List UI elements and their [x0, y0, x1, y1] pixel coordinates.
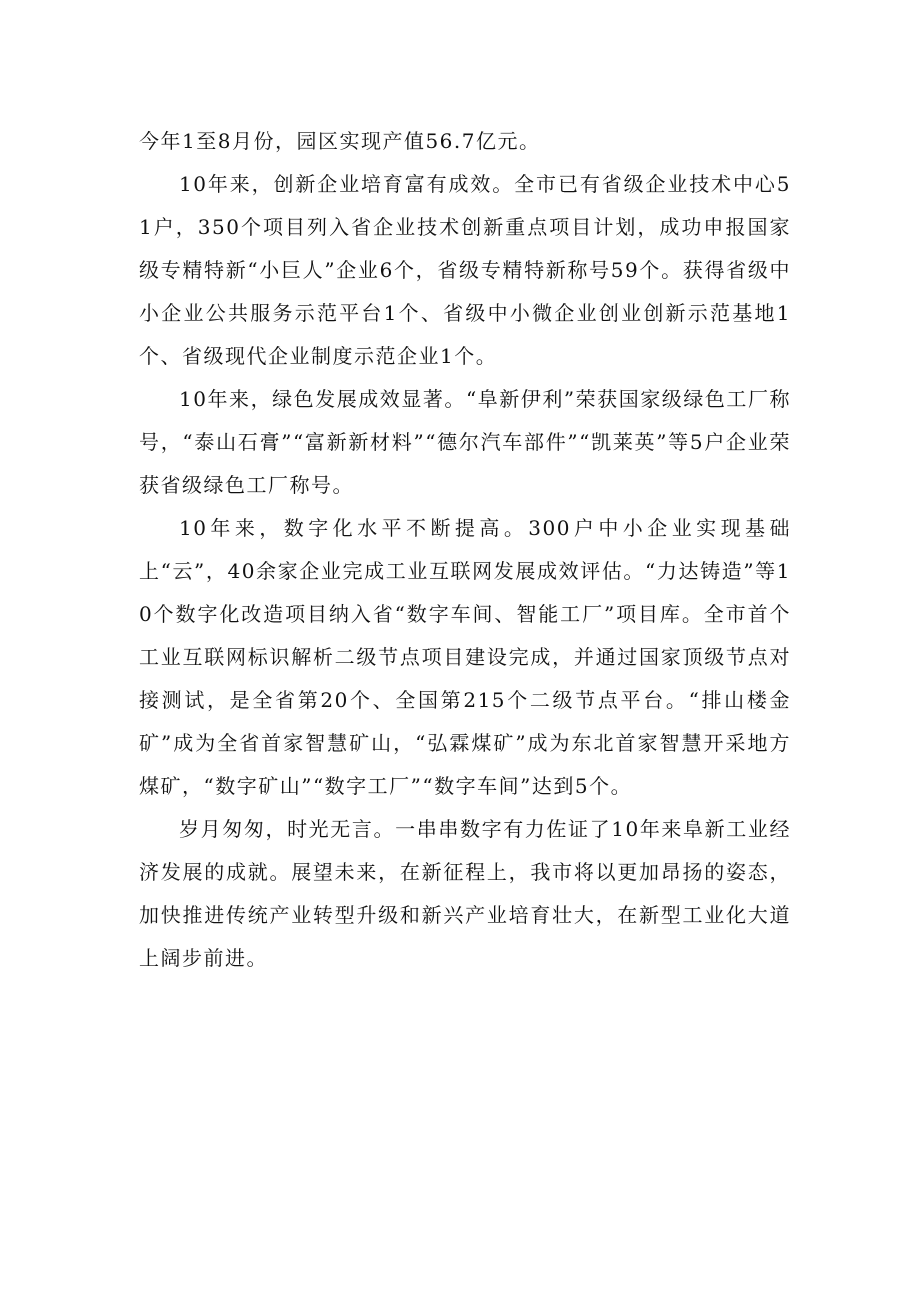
paragraph-green-development: 10年来，绿色发展成效显著。“阜新伊利”荣获国家级绿色工厂称号，“泰山石膏”“富新新材料”“德尔汽车部件”“凯莱英”等5户企业荣获省级绿色工厂称号。	[139, 387, 791, 497]
paragraph-innovation: 10年来，创新企业培育富有成效。全市已有省级企业技术中心51户，350个项目列入省企业技术创新重点项目计划，成功申报国家级专精特新“小巨人”企业6个，省级专精特新称号59个。获得省级中小企业公共服务示范平台1个、省级中小微企业创业创新示范基地1个、省级现代企业制度示范企业1个。	[139, 172, 791, 368]
paragraph-output-value: 今年1至8月份，园区实现产值56.7亿元。	[139, 129, 541, 153]
paragraph-digitalization: 10年来，数字化水平不断提高。300户中小企业实现基础上“云”，40余家企业完成工业互联网发展成效评估。“力达铸造”等10个数字化改造项目纳入省“数字车间、智能工厂”项目库。全市首个工业互联网标识解析二级节点项目建设完成，并通过国家顶级节点对接测试，是全省第20个、全国第215个二级节点平台。“排山楼金矿”成为全省首家智慧矿山，“弘霖煤矿”成为东北首家智慧开采地方煤矿，“数字矿山”“数字工厂”“数字车间”达到5个。	[139, 516, 791, 798]
paragraph-conclusion: 岁月匆匆，时光无言。一串串数字有力佐证了10年来阜新工业经济发展的成就。展望未来，在新征程上，我市将以更加昂扬的姿态，加快推进传统产业转型升级和新兴产业培育壮大，在新型工业化大道上阔步前进。	[139, 817, 791, 970]
document-body	[139, 120, 791, 980]
